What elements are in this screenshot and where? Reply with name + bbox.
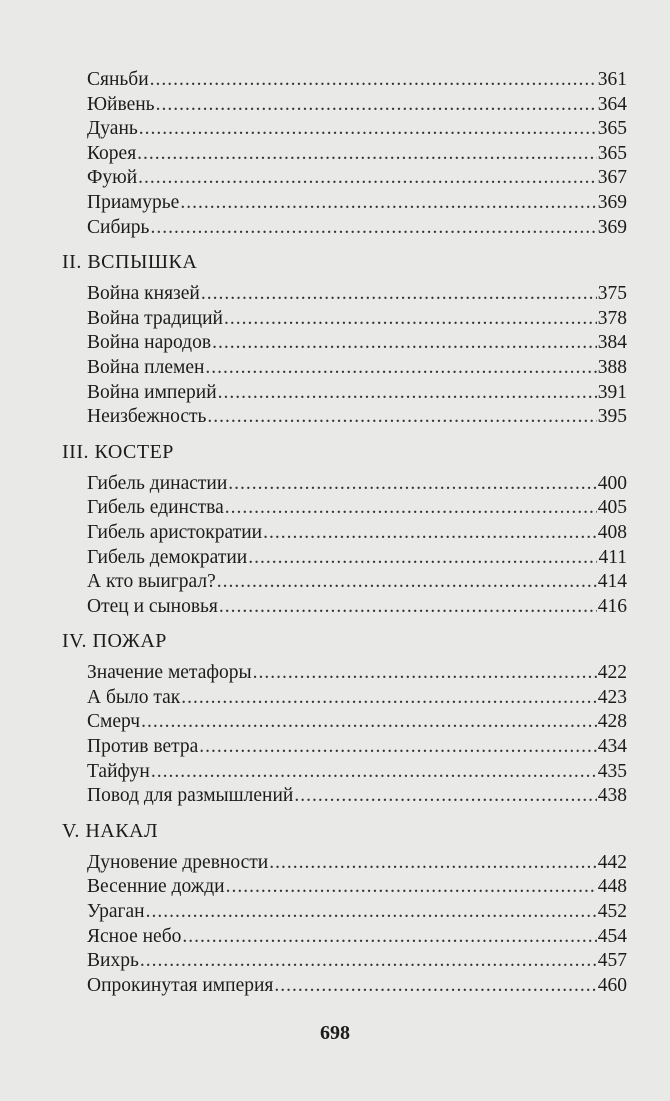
entry-page: 369 (597, 216, 627, 238)
section-heading: III. КОСТЕР (62, 440, 174, 463)
table-of-contents (62, 68, 627, 998)
dot-leader (274, 974, 596, 999)
entry-title: Война народов (87, 332, 212, 354)
dot-leader (138, 166, 597, 191)
entry-page: 384 (597, 332, 627, 354)
dot-leader (207, 405, 596, 430)
toc-entry (62, 875, 627, 900)
entry-title: Повод для размышлений (87, 785, 294, 807)
toc-entry (62, 307, 627, 332)
dot-leader (180, 191, 596, 216)
entry-title: Корея (87, 142, 137, 164)
dot-leader (150, 216, 596, 241)
entry-title: Фуюй (87, 167, 138, 189)
dot-leader (248, 546, 597, 571)
entry-page: 422 (597, 662, 627, 684)
entry-title: Смерч (87, 711, 141, 733)
toc-entry (62, 661, 627, 686)
toc-entry (62, 381, 627, 406)
dot-leader (294, 784, 596, 809)
entry-title: Опрокинутая империя (87, 974, 274, 996)
entry-page: 369 (597, 191, 627, 213)
entry-title: А было так (87, 686, 181, 708)
toc-entry (62, 216, 627, 241)
entry-title: Война племен (87, 356, 205, 378)
entry-title: Против ветра (87, 736, 199, 758)
toc-entry (62, 405, 627, 430)
toc-entry (62, 735, 627, 760)
dot-leader (253, 661, 597, 686)
toc-entry (62, 356, 627, 381)
entry-title: Сибирь (87, 216, 150, 238)
entry-title: Сяньби (87, 69, 149, 90)
entry-title: Гибель единства (87, 497, 224, 519)
toc-entry (62, 900, 627, 925)
toc-entry (62, 117, 627, 142)
entry-page: 460 (597, 974, 627, 996)
dot-leader (201, 282, 597, 307)
toc-entry (62, 93, 627, 118)
dot-leader (146, 900, 597, 925)
entry-title: А кто выиграл? (87, 571, 216, 593)
page-number: 698 (320, 1022, 350, 1044)
toc-entry (62, 546, 627, 571)
entry-title: Ясное небо (87, 925, 182, 947)
entry-page: 416 (597, 595, 627, 617)
dot-leader (226, 875, 597, 900)
entry-page: 400 (597, 472, 627, 494)
dot-leader (140, 949, 597, 974)
section-heading: IV. ПОЖАР (62, 630, 167, 653)
toc-entry (62, 331, 627, 356)
entry-title: Весенние дожди (87, 876, 225, 898)
toc-entry (62, 784, 627, 809)
entry-title: Война традиций (87, 307, 223, 329)
dot-leader (218, 381, 597, 406)
entry-page: 428 (597, 711, 627, 733)
entry-title: Тайфун (87, 760, 150, 782)
entry-title: Неизбежность (87, 406, 207, 428)
entry-title: Гибель аристократии (87, 521, 263, 543)
dot-leader (137, 142, 597, 167)
toc-entry (62, 686, 627, 711)
toc-entry (62, 974, 627, 999)
entry-page: 378 (597, 307, 627, 329)
entry-title: Приамурье (87, 191, 180, 213)
dot-leader (156, 93, 597, 118)
entry-page: 395 (597, 406, 627, 428)
entry-title: Гибель демократии (87, 546, 248, 568)
dot-leader (182, 925, 596, 950)
dot-leader (199, 735, 596, 760)
toc-entry (62, 496, 627, 521)
dot-leader (224, 307, 597, 332)
entry-title: Дуань (87, 118, 138, 140)
dot-leader (225, 496, 597, 521)
entry-page: 391 (597, 381, 627, 403)
entry-title: Гибель династии (87, 472, 228, 494)
section-heading: V. НАКАЛ (62, 819, 159, 842)
entry-page: 365 (597, 118, 627, 140)
entry-title: Война империй (87, 381, 217, 403)
toc-entry (62, 521, 627, 546)
toc-entry (62, 570, 627, 595)
entry-page: 435 (597, 760, 627, 782)
dot-leader (263, 521, 597, 546)
entry-page: 405 (597, 497, 627, 519)
toc-entry (62, 68, 627, 93)
toc-entry (62, 851, 627, 876)
entry-title: Дуновение древности (87, 851, 269, 873)
toc-entry (62, 760, 627, 785)
dot-leader (205, 356, 596, 381)
toc-entry (62, 472, 627, 497)
entry-page: 411 (598, 546, 627, 568)
section-heading: II. ВСПЫШКА (62, 251, 198, 274)
entry-page: 414 (597, 571, 627, 593)
dot-leader (212, 331, 597, 356)
entry-title: Ураган (87, 901, 145, 923)
entry-page: 408 (597, 521, 627, 543)
entry-page: 365 (597, 142, 627, 164)
entry-page: 364 (597, 93, 627, 115)
toc-entry (62, 166, 627, 191)
toc-entry (62, 142, 627, 167)
entry-page: 434 (597, 736, 627, 758)
entry-title: Значение метафоры (87, 662, 252, 684)
entry-page: 457 (597, 950, 627, 972)
entry-page: 361 (597, 69, 627, 90)
toc-entry (62, 595, 627, 620)
toc-entry (62, 925, 627, 950)
entry-page: 367 (597, 167, 627, 189)
toc-entry (62, 949, 627, 974)
entry-title: Юйвень (87, 93, 155, 115)
entry-page: 442 (597, 851, 627, 873)
entry-page: 454 (597, 925, 627, 947)
entry-page: 452 (597, 901, 627, 923)
entry-page: 438 (597, 785, 627, 807)
dot-leader (219, 595, 597, 620)
toc-entry (62, 191, 627, 216)
entry-page: 448 (597, 876, 627, 898)
dot-leader (181, 686, 597, 711)
dot-leader (228, 472, 596, 497)
dot-leader (139, 117, 597, 142)
dot-leader (151, 760, 597, 785)
toc-entry (62, 710, 627, 735)
dot-leader (141, 710, 597, 735)
dot-leader (150, 68, 597, 93)
entry-page: 423 (597, 686, 627, 708)
toc-entry (62, 282, 627, 307)
entry-title: Отец и сыновья (87, 595, 218, 617)
entry-page: 388 (597, 356, 627, 378)
entry-title: Вихрь (87, 950, 139, 972)
entry-title: Война князей (87, 283, 200, 305)
entry-page: 375 (597, 283, 627, 305)
dot-leader (217, 570, 597, 595)
dot-leader (269, 851, 597, 876)
